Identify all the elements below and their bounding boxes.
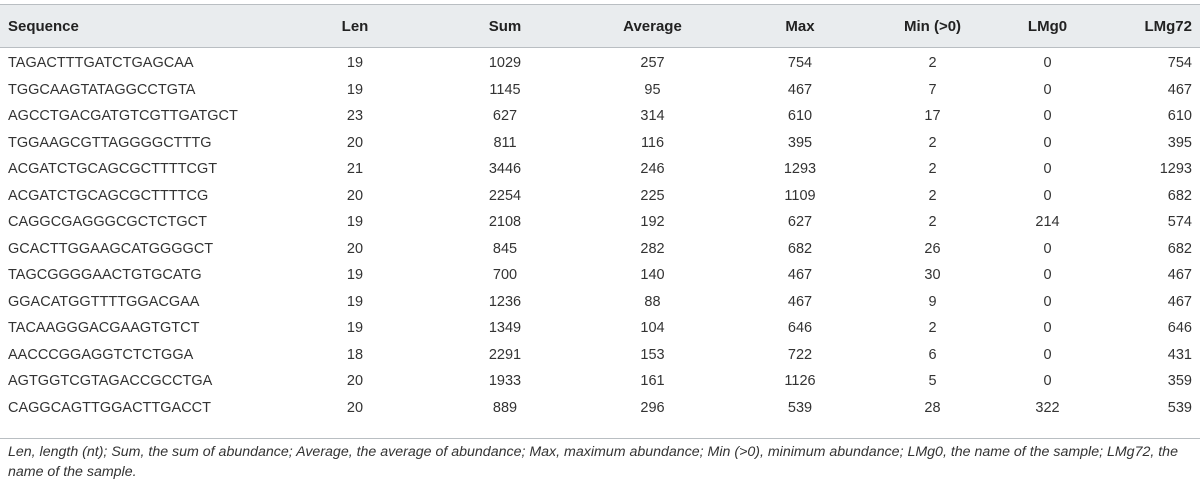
cell-sum: 811 — [493, 134, 517, 151]
cell-sum: 1933 — [488, 373, 522, 390]
cell-average: 104 — [640, 320, 665, 337]
cell-min: 7 — [928, 81, 937, 98]
cell-lmg72: 682 — [1167, 187, 1192, 204]
cell-average: 192 — [640, 214, 665, 231]
column-header-sequence: Sequence — [8, 17, 79, 35]
cell-max: 467 — [787, 267, 813, 284]
cell-max: 1126 — [784, 373, 816, 390]
cell-len: 20 — [346, 134, 364, 151]
table-row — [0, 47, 1200, 77]
cell-lmg72: 467 — [1167, 267, 1192, 284]
cell-lmg0: 0 — [1043, 373, 1052, 390]
cell-sum: 889 — [492, 399, 518, 416]
cell-sum: 1349 — [488, 320, 522, 337]
cell-average: 116 — [640, 134, 665, 151]
cell-len: 19 — [346, 55, 364, 72]
cell-lmg72: 610 — [1167, 108, 1192, 125]
cell-len: 19 — [346, 81, 364, 98]
table-row — [0, 289, 1200, 316]
table-row — [0, 130, 1200, 157]
table-row — [0, 236, 1200, 263]
cell-min: 28 — [924, 399, 941, 416]
cell-sum: 1145 — [489, 81, 521, 98]
cell-average: 282 — [640, 240, 665, 257]
cell-lmg72: 1293 — [1159, 161, 1192, 178]
cell-len: 19 — [346, 293, 364, 310]
cell-min: 17 — [924, 108, 941, 125]
cell-max: 1109 — [784, 187, 816, 204]
cell-min: 2 — [928, 161, 937, 178]
column-header-len: Len — [341, 17, 369, 35]
table-row — [0, 342, 1200, 369]
cell-sequence: TACAAGGGACGAAGTGTCT — [8, 320, 200, 337]
column-header-min: Min (>0) — [903, 17, 962, 35]
cell-sequence: TAGACTTTGATCTGAGCAA — [8, 55, 194, 72]
cell-lmg0: 0 — [1043, 320, 1052, 337]
table-footnote: Len, length (nt); Sum, the sum of abundance; Average, the average of abundance; Max, maximum abundance; Min (>0), minimum abundance; LMg0, the name of the sample; LMg72, the name of the sample. — [8, 444, 1178, 480]
cell-lmg72: 574 — [1167, 214, 1192, 231]
cell-sequence: ACGATCTGCAGCGCTTTTCG — [8, 187, 209, 204]
cell-len: 21 — [346, 161, 364, 178]
cell-average: 95 — [644, 81, 661, 98]
cell-min: 2 — [928, 320, 937, 337]
cell-sequence: CAGGCAGTTGGACTTGACCT — [8, 399, 211, 416]
cell-sequence: GGACATGGTTTTGGACGAA — [8, 293, 200, 310]
cell-lmg72: 646 — [1167, 320, 1192, 337]
cell-lmg72: 359 — [1167, 373, 1192, 390]
cell-average: 161 — [640, 373, 665, 390]
cell-sequence: CAGGCGAGGGCGCTCTGCT — [8, 214, 207, 231]
cell-min: 30 — [924, 267, 941, 284]
cell-len: 19 — [346, 320, 364, 337]
cell-lmg0: 0 — [1043, 161, 1052, 178]
cell-sequence: GCACTTGGAAGCATGGGGCT — [8, 240, 214, 257]
cell-max: 754 — [787, 55, 813, 72]
cell-lmg72: 467 — [1167, 81, 1192, 98]
cell-lmg0: 214 — [1035, 214, 1060, 231]
cell-sequence: AGTGGTCGTAGACCGCCTGA — [8, 373, 213, 390]
cell-sum: 2254 — [488, 187, 522, 204]
cell-max: 610 — [787, 108, 813, 125]
column-header-sum: Sum — [488, 17, 522, 35]
table-row — [0, 209, 1200, 236]
cell-lmg0: 0 — [1043, 134, 1052, 151]
cell-sequence: TAGCGGGGAACTGTGCATG — [8, 267, 202, 284]
cell-len: 18 — [346, 346, 364, 363]
cell-len: 20 — [346, 399, 364, 416]
table-row — [0, 183, 1200, 210]
cell-max: 682 — [787, 240, 813, 257]
cell-sum: 700 — [492, 267, 518, 284]
cell-len: 20 — [346, 240, 364, 257]
cell-max: 646 — [787, 320, 813, 337]
table-row — [0, 368, 1200, 395]
cell-min: 26 — [924, 240, 941, 257]
cell-max: 722 — [787, 346, 813, 363]
cell-sum: 2291 — [488, 346, 522, 363]
column-header-average: Average — [623, 17, 682, 35]
cell-lmg72: 539 — [1167, 399, 1192, 416]
cell-sum: 2108 — [488, 214, 522, 231]
cell-min: 2 — [928, 187, 937, 204]
table-row — [0, 315, 1200, 342]
header-row — [0, 5, 1200, 47]
cell-max: 539 — [787, 399, 813, 416]
column-header-lmg72: LMg72 — [1144, 17, 1192, 35]
cell-len: 19 — [346, 267, 364, 284]
cell-max: 395 — [787, 134, 813, 151]
cell-average: 153 — [640, 346, 665, 363]
cell-lmg0: 0 — [1043, 81, 1052, 98]
table-row — [0, 395, 1200, 422]
cell-average: 296 — [640, 399, 665, 416]
cell-sum: 3446 — [488, 161, 522, 178]
cell-lmg0: 0 — [1043, 293, 1052, 310]
cell-average: 246 — [640, 161, 665, 178]
cell-lmg72: 467 — [1167, 293, 1192, 310]
cell-lmg0: 0 — [1043, 267, 1052, 284]
table-row — [0, 156, 1200, 183]
cell-max: 627 — [787, 214, 813, 231]
cell-min: 9 — [928, 293, 937, 310]
cell-sequence: AGCCTGACGATGTCGTTGATGCT — [8, 108, 238, 125]
cell-max: 467 — [787, 81, 813, 98]
table-row — [0, 77, 1200, 104]
cell-min: 2 — [928, 55, 937, 72]
cell-lmg72: 754 — [1167, 55, 1192, 72]
cell-average: 88 — [644, 293, 661, 310]
cell-min: 2 — [928, 214, 937, 231]
cell-lmg0: 0 — [1043, 187, 1052, 204]
cell-sum: 1029 — [488, 55, 522, 72]
cell-average: 257 — [640, 55, 665, 72]
cell-sequence: AACCCGGAGGTCTCTGGA — [8, 346, 194, 363]
table-row — [0, 103, 1200, 130]
cell-sum: 1236 — [488, 293, 522, 310]
cell-max: 467 — [787, 293, 813, 310]
cell-lmg72: 682 — [1167, 240, 1192, 257]
cell-len: 19 — [346, 214, 364, 231]
cell-lmg72: 395 — [1167, 134, 1192, 151]
cell-min: 2 — [928, 134, 937, 151]
cell-lmg0: 0 — [1043, 346, 1052, 363]
cell-sequence: TGGCAAGTATAGGCCTGTA — [8, 81, 196, 98]
cell-len: 20 — [346, 187, 364, 204]
cell-sum: 627 — [492, 108, 518, 125]
cell-sum: 845 — [492, 240, 518, 257]
cell-lmg0: 0 — [1043, 108, 1052, 125]
cell-sequence: TGGAAGCGTTAGGGGCTTTG — [8, 134, 212, 151]
cell-lmg72: 431 — [1167, 346, 1192, 363]
cell-lmg0: 0 — [1043, 240, 1052, 257]
data-table — [0, 5, 1200, 421]
cell-average: 314 — [640, 108, 665, 125]
table-row — [0, 262, 1200, 289]
cell-average: 140 — [640, 267, 665, 284]
cell-lmg0: 0 — [1043, 55, 1052, 72]
cell-len: 20 — [346, 373, 364, 390]
cell-min: 5 — [928, 373, 937, 390]
cell-lmg0: 322 — [1035, 399, 1060, 416]
cell-sequence: ACGATCTGCAGCGCTTTTCGT — [8, 161, 218, 178]
cell-average: 225 — [640, 187, 665, 204]
cell-min: 6 — [928, 346, 937, 363]
column-header-max: Max — [785, 17, 815, 35]
cell-max: 1293 — [783, 161, 817, 178]
cell-len: 23 — [346, 108, 364, 125]
column-header-lmg0: LMg0 — [1027, 17, 1068, 35]
bottom-rule — [0, 438, 1200, 439]
